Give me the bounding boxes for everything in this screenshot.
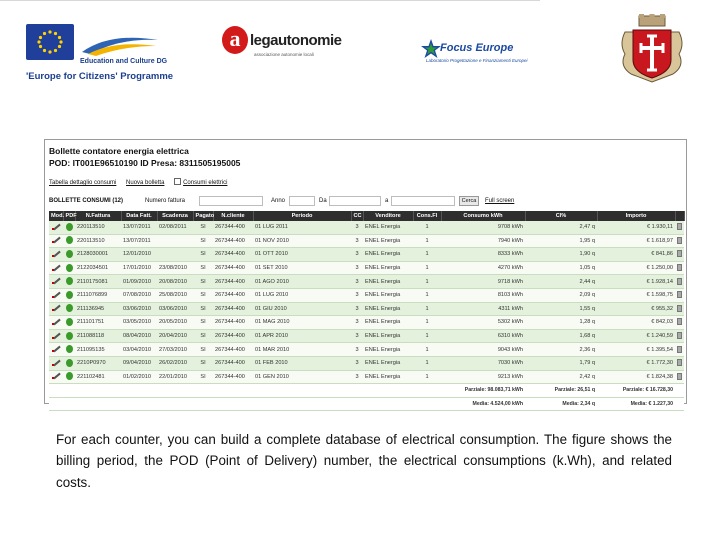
cons-fl-cell: 1 xyxy=(413,356,441,370)
totals-row-sum xyxy=(49,384,684,398)
year-label: Anno xyxy=(271,198,286,204)
pdf-cell[interactable] xyxy=(63,343,75,357)
filter-bar xyxy=(49,196,684,208)
due-date-cell xyxy=(157,248,193,262)
trash-icon[interactable] xyxy=(677,305,682,312)
pdf-cell[interactable] xyxy=(63,288,75,302)
due-date-cell: 20/08/2010 xyxy=(157,275,193,289)
trash-icon[interactable] xyxy=(677,264,682,271)
vendor-cell: ENEL Energia xyxy=(363,261,413,275)
cl-cell: 1,68 q xyxy=(525,329,597,343)
cc-cell: 3 xyxy=(351,248,363,262)
paid-cell: SI xyxy=(193,221,213,234)
kwh-cell: 9213 kWh xyxy=(441,370,525,384)
kwh-cell: 8103 kWh xyxy=(441,288,525,302)
kwh-sum: Parziale: 98.083,71 kWh xyxy=(441,384,525,398)
kwh-cell: 9718 kWh xyxy=(441,275,525,289)
cc-cell: 3 xyxy=(351,302,363,316)
pdf-icon[interactable] xyxy=(66,372,73,380)
invoice-date-cell: 09/04/2010 xyxy=(121,356,157,370)
kwh-cell: 5302 kWh xyxy=(441,316,525,330)
vendor-cell: ENEL Energia xyxy=(363,248,413,262)
trash-icon[interactable] xyxy=(677,332,682,339)
bills-table xyxy=(49,211,685,411)
paid-cell: SI xyxy=(193,248,213,262)
eu-flag-logo xyxy=(26,24,74,60)
period-cell: 01 LUG 2010 xyxy=(253,288,351,302)
pdf-icon[interactable] xyxy=(66,291,73,299)
client-cell: 267344-400 xyxy=(213,288,253,302)
table-row[interactable] xyxy=(49,261,684,275)
edit-pencil-icon[interactable] xyxy=(52,236,61,243)
edit-pencil-icon[interactable] xyxy=(52,250,61,257)
trash-icon[interactable] xyxy=(677,250,682,257)
vendor-cell: ENEL Energia xyxy=(363,234,413,248)
caption-text: For each counter, you can build a complete database of electrical consumption. The figure shows the billing period, the POD (Point of Delivery) number, the electrical consumptions (k.Wh), and related costs. xyxy=(56,432,672,490)
kwh-cell: 4270 kWh xyxy=(441,261,525,275)
page-title: Bollette contatore energia elettrica xyxy=(49,146,189,156)
delete-cell[interactable] xyxy=(675,275,684,289)
cc-cell: 3 xyxy=(351,329,363,343)
edit-pencil-icon[interactable] xyxy=(52,318,61,325)
pdf-icon[interactable] xyxy=(66,318,73,326)
col-cl[interactable]: Cl% xyxy=(525,211,597,221)
kwh-cell: 9708 kWh xyxy=(441,221,525,234)
due-date-cell: 02/08/2011 xyxy=(157,221,193,234)
cons-fl-cell: 1 xyxy=(413,261,441,275)
focus-europe-subtitle: Laboratorio Progettazione e Finanziamenti Europei xyxy=(426,58,528,63)
invoice-cell: 211136945 xyxy=(75,302,121,316)
table-row[interactable] xyxy=(49,275,684,289)
amount-avg: Media: € 1.227,30 xyxy=(597,397,675,411)
period-cell: 01 MAR 2010 xyxy=(253,343,351,357)
invoice-date-cell: 13/07/2011 xyxy=(121,221,157,234)
pdf-icon[interactable] xyxy=(66,332,73,340)
edit-cell[interactable] xyxy=(49,316,63,330)
paid-cell: SI xyxy=(193,343,213,357)
cc-cell: 3 xyxy=(351,316,363,330)
edit-cell[interactable] xyxy=(49,221,63,234)
consumption-link[interactable]: Consumi elettrici xyxy=(183,180,228,186)
vendor-cell: ENEL Energia xyxy=(363,221,413,234)
amount-cell: € 842,03 xyxy=(597,316,675,330)
amount-cell: € 841,86 xyxy=(597,248,675,262)
invoice-date-cell: 12/01/2010 xyxy=(121,248,157,262)
amount-cell: € 1.240,59 xyxy=(597,329,675,343)
totals-row-avg xyxy=(49,397,684,411)
cc-cell: 3 xyxy=(351,261,363,275)
cl-cell: 2,09 q xyxy=(525,288,597,302)
pdf-icon[interactable] xyxy=(66,250,73,258)
paid-cell: SI xyxy=(193,234,213,248)
table-row[interactable] xyxy=(49,221,684,234)
amount-sum: Parziale: € 16.728,30 xyxy=(597,384,675,398)
pdf-cell[interactable] xyxy=(63,370,75,384)
delete-cell[interactable] xyxy=(675,370,684,384)
pdf-cell[interactable] xyxy=(63,316,75,330)
cl-cell: 1,28 q xyxy=(525,316,597,330)
amount-cell: € 1.598,75 xyxy=(597,288,675,302)
fullscreen-link[interactable]: Full screen xyxy=(485,198,515,204)
pdf-cell[interactable] xyxy=(63,234,75,248)
table-header xyxy=(49,211,684,221)
client-cell: 267344-400 xyxy=(213,302,253,316)
cons-fl-cell: 1 xyxy=(413,234,441,248)
delete-cell[interactable] xyxy=(675,356,684,370)
client-cell: 267344-400 xyxy=(213,329,253,343)
period-cell: 01 AGO 2010 xyxy=(253,275,351,289)
cons-fl-cell: 1 xyxy=(413,302,441,316)
cc-cell: 3 xyxy=(351,221,363,234)
invoice-date-cell: 13/07/2011 xyxy=(121,234,157,248)
due-date-cell: 25/08/2010 xyxy=(157,288,193,302)
delete-cell[interactable] xyxy=(675,288,684,302)
period-cell: 01 NOV 2010 xyxy=(253,234,351,248)
edit-pencil-icon[interactable] xyxy=(52,291,61,298)
invoice-date-cell: 03/06/2010 xyxy=(121,302,157,316)
invoice-cell: 211095135 xyxy=(75,343,121,357)
kwh-cell: 6310 kWh xyxy=(441,329,525,343)
invoice-cell: 211101751 xyxy=(75,316,121,330)
checkbox-icon[interactable] xyxy=(174,178,181,185)
new-bill-link[interactable]: Nuova bolletta xyxy=(126,180,165,186)
invoice-cell: 2210P0970 xyxy=(75,356,121,370)
edit-pencil-icon[interactable] xyxy=(52,372,61,379)
invoice-cell: 2128030001 xyxy=(75,248,121,262)
pdf-cell[interactable] xyxy=(63,221,75,234)
amount-cell: € 1.930,11 xyxy=(597,221,675,234)
vendor-cell: ENEL Energia xyxy=(363,275,413,289)
invoice-date-cell: 03/04/2010 xyxy=(121,343,157,357)
client-cell: 267344-400 xyxy=(213,248,253,262)
delete-cell[interactable] xyxy=(675,316,684,330)
client-cell: 267344-400 xyxy=(213,370,253,384)
invoice-cell: 211088118 xyxy=(75,329,121,343)
period-cell: 01 GEN 2010 xyxy=(253,370,351,384)
edit-pencil-icon[interactable] xyxy=(52,264,61,271)
col-pdf[interactable]: PDF xyxy=(63,211,75,221)
detail-table-link[interactable]: Tabella dettaglio consumi xyxy=(49,180,117,186)
pdf-cell[interactable] xyxy=(63,356,75,370)
paid-cell: SI xyxy=(193,329,213,343)
due-date-cell: 22/01/2010 xyxy=(157,370,193,384)
edit-pencil-icon[interactable] xyxy=(52,223,61,230)
kwh-cell: 4311 kWh xyxy=(441,302,525,316)
cl-cell: 2,36 q xyxy=(525,343,597,357)
pdf-icon[interactable] xyxy=(66,345,73,353)
focus-europe-label: Focus Europe xyxy=(440,42,514,54)
cc-cell: 3 xyxy=(351,356,363,370)
amount-cell: € 1.772,30 xyxy=(597,356,675,370)
vendor-cell: ENEL Energia xyxy=(363,356,413,370)
delete-cell[interactable] xyxy=(675,329,684,343)
table-row[interactable] xyxy=(49,343,684,357)
cons-fl-cell: 1 xyxy=(413,370,441,384)
period-cell: 01 OTT 2010 xyxy=(253,248,351,262)
edit-pencil-icon[interactable] xyxy=(52,304,61,311)
due-date-cell: 03/06/2010 xyxy=(157,302,193,316)
cons-fl-cell: 1 xyxy=(413,329,441,343)
table-row[interactable] xyxy=(49,316,684,330)
invoice-date-cell: 08/04/2010 xyxy=(121,329,157,343)
trash-icon[interactable] xyxy=(677,223,682,230)
edit-pencil-icon[interactable] xyxy=(52,277,61,284)
vendor-cell: ENEL Energia xyxy=(363,288,413,302)
trash-icon[interactable] xyxy=(677,373,682,380)
to-date-input[interactable] xyxy=(391,196,455,206)
edit-cell[interactable] xyxy=(49,343,63,357)
amount-cell: € 1.618,97 xyxy=(597,234,675,248)
col-invoice[interactable]: N.Fattura xyxy=(75,211,121,221)
year-input[interactable] xyxy=(289,196,315,206)
pdf-cell[interactable] xyxy=(63,329,75,343)
education-culture-dg-logo xyxy=(80,30,160,58)
paid-cell: SI xyxy=(193,370,213,384)
cl-avg: Media: 2,34 q xyxy=(525,397,597,411)
kwh-cell: 8333 kWh xyxy=(441,248,525,262)
delete-cell[interactable] xyxy=(675,248,684,262)
due-date-cell: 26/02/2010 xyxy=(157,356,193,370)
amount-cell: € 1.824,38 xyxy=(597,370,675,384)
table-row[interactable] xyxy=(49,370,684,384)
delete-cell[interactable] xyxy=(675,302,684,316)
kwh-cell: 9043 kWh xyxy=(441,343,525,357)
delete-cell[interactable] xyxy=(675,261,684,275)
col-delete xyxy=(675,211,684,221)
cc-cell: 3 xyxy=(351,234,363,248)
period-cell: 01 LUG 2011 xyxy=(253,221,351,234)
kwh-cell: 7940 kWh xyxy=(441,234,525,248)
period-cell: 01 MAG 2010 xyxy=(253,316,351,330)
legautonomie-logo-mark: a xyxy=(222,26,248,54)
period-cell: 01 FEB 2010 xyxy=(253,356,351,370)
cc-cell: 3 xyxy=(351,343,363,357)
pdf-icon[interactable] xyxy=(66,277,73,285)
focus-europe-star-icon xyxy=(420,38,442,60)
table-row[interactable] xyxy=(49,234,684,248)
invoice-cell: 221102481 xyxy=(75,370,121,384)
cons-fl-cell: 1 xyxy=(413,275,441,289)
client-cell: 267344-400 xyxy=(213,356,253,370)
period-cell: 01 GIU 2010 xyxy=(253,302,351,316)
client-cell: 267344-400 xyxy=(213,234,253,248)
table-row[interactable] xyxy=(49,288,684,302)
paid-cell: SI xyxy=(193,261,213,275)
invoice-cell: 220113510 xyxy=(75,234,121,248)
table-row[interactable] xyxy=(49,329,684,343)
col-cons-fl[interactable]: Cons.Fl xyxy=(413,211,441,221)
edit-pencil-icon[interactable] xyxy=(52,345,61,352)
paid-cell: SI xyxy=(193,275,213,289)
from-date-input[interactable] xyxy=(329,196,381,206)
client-cell: 267344-400 xyxy=(213,261,253,275)
cl-sum: Parziale: 26,51 q xyxy=(525,384,597,398)
invoice-label: Numero fattura xyxy=(145,198,186,204)
kwh-cell: 7030 kWh xyxy=(441,356,525,370)
pdf-cell[interactable] xyxy=(63,261,75,275)
col-due-date[interactable]: Scadenza xyxy=(157,211,193,221)
amount-cell: € 955,32 xyxy=(597,302,675,316)
cl-cell: 2,44 q xyxy=(525,275,597,289)
paid-cell: SI xyxy=(193,302,213,316)
cl-cell: 1,05 q xyxy=(525,261,597,275)
edit-cell[interactable] xyxy=(49,234,63,248)
invoice-cell: 2110175081 xyxy=(75,275,121,289)
delete-cell[interactable] xyxy=(675,234,684,248)
due-date-cell: 23/08/2010 xyxy=(157,261,193,275)
client-cell: 267344-400 xyxy=(213,221,253,234)
edit-cell[interactable] xyxy=(49,288,63,302)
pdf-cell[interactable] xyxy=(63,302,75,316)
cons-fl-cell: 1 xyxy=(413,316,441,330)
action-links xyxy=(49,178,235,186)
pdf-cell[interactable] xyxy=(63,248,75,262)
vendor-cell: ENEL Energia xyxy=(363,343,413,357)
col-period[interactable]: Periodo xyxy=(253,211,351,221)
invoice-date-cell: 01/02/2010 xyxy=(121,370,157,384)
cl-cell: 1,55 q xyxy=(525,302,597,316)
pdf-icon[interactable] xyxy=(66,304,73,312)
app-screenshot xyxy=(44,139,687,408)
paid-cell: SI xyxy=(193,356,213,370)
cl-cell: 1,79 q xyxy=(525,356,597,370)
legautonomie-subtitle: associazione autonomie locali xyxy=(254,52,314,57)
period-cell: 01 APR 2010 xyxy=(253,329,351,343)
delete-cell[interactable] xyxy=(675,221,684,234)
col-amount[interactable]: Importo xyxy=(597,211,675,221)
invoice-date-cell: 17/01/2010 xyxy=(121,261,157,275)
invoice-cell: 2111076899 xyxy=(75,288,121,302)
paid-cell: SI xyxy=(193,316,213,330)
vendor-cell: ENEL Energia xyxy=(363,370,413,384)
amount-cell: € 1.395,54 xyxy=(597,343,675,357)
pdf-cell[interactable] xyxy=(63,275,75,289)
edit-cell[interactable] xyxy=(49,275,63,289)
cl-cell: 2,42 q xyxy=(525,370,597,384)
amount-cell: € 1.250,00 xyxy=(597,261,675,275)
table-row[interactable] xyxy=(49,248,684,262)
trash-icon[interactable] xyxy=(677,237,682,244)
vendor-cell: ENEL Energia xyxy=(363,316,413,330)
city-crest-logo xyxy=(617,14,687,84)
invoice-input[interactable] xyxy=(199,196,263,206)
due-date-cell xyxy=(157,234,193,248)
trash-icon[interactable] xyxy=(677,359,682,366)
dg-label: Education and Culture DG xyxy=(80,58,168,65)
cons-fl-cell: 1 xyxy=(413,288,441,302)
pod-line: POD: IT001E96510190 ID Presa: 8311505195005 xyxy=(49,158,241,168)
delete-cell[interactable] xyxy=(675,343,684,357)
cons-fl-cell: 1 xyxy=(413,343,441,357)
amount-cell: € 1.928,14 xyxy=(597,275,675,289)
paid-cell: SI xyxy=(193,288,213,302)
client-cell: 267344-400 xyxy=(213,275,253,289)
due-date-cell: 20/05/2010 xyxy=(157,316,193,330)
vendor-cell: ENEL Energia xyxy=(363,302,413,316)
table-row[interactable] xyxy=(49,356,684,370)
vendor-cell: ENEL Energia xyxy=(363,329,413,343)
pdf-icon[interactable] xyxy=(66,223,73,231)
cc-cell: 3 xyxy=(351,275,363,289)
invoice-date-cell: 03/05/2010 xyxy=(121,316,157,330)
top-divider xyxy=(0,0,540,1)
invoice-cell: 220113510 xyxy=(75,221,121,234)
cc-cell: 3 xyxy=(351,370,363,384)
trash-icon[interactable] xyxy=(677,318,682,325)
kwh-avg: Media: 4.524,00 kWh xyxy=(441,397,525,411)
trash-icon[interactable] xyxy=(677,291,682,298)
col-client[interactable]: N.cliente xyxy=(213,211,253,221)
invoice-cell: 2122034501 xyxy=(75,261,121,275)
from-label: Da xyxy=(319,198,327,204)
edit-cell[interactable] xyxy=(49,302,63,316)
pdf-icon[interactable] xyxy=(66,264,73,272)
cons-fl-cell: 1 xyxy=(413,221,441,234)
trash-icon[interactable] xyxy=(677,278,682,285)
edit-pencil-icon[interactable] xyxy=(52,359,61,366)
client-cell: 267344-400 xyxy=(213,343,253,357)
cl-cell: 1,95 q xyxy=(525,234,597,248)
edit-cell[interactable] xyxy=(49,329,63,343)
pdf-icon[interactable] xyxy=(66,359,73,367)
due-date-cell: 27/03/2010 xyxy=(157,343,193,357)
trash-icon[interactable] xyxy=(677,346,682,353)
invoice-date-cell: 01/09/2010 xyxy=(121,275,157,289)
cl-cell: 2,47 q xyxy=(525,221,597,234)
due-date-cell: 20/04/2010 xyxy=(157,329,193,343)
invoice-date-cell: 07/08/2010 xyxy=(121,288,157,302)
client-cell: 267344-400 xyxy=(213,316,253,330)
col-invoice-date[interactable]: Data Fatt. xyxy=(121,211,157,221)
edit-cell[interactable] xyxy=(49,261,63,275)
period-cell: 01 SET 2010 xyxy=(253,261,351,275)
edit-cell[interactable] xyxy=(49,248,63,262)
col-mod[interactable]: Mod. xyxy=(51,213,65,219)
to-label: a xyxy=(385,198,389,204)
section-label: BOLLETTE CONSUMI (12) xyxy=(49,198,124,204)
search-button[interactable]: Cerca xyxy=(459,196,479,206)
edit-cell[interactable] xyxy=(49,370,63,384)
edit-cell[interactable] xyxy=(49,356,63,370)
col-kwh[interactable]: Consumo kWh xyxy=(441,211,525,221)
cc-cell: 3 xyxy=(351,288,363,302)
edit-pencil-icon[interactable] xyxy=(52,332,61,339)
pdf-icon[interactable] xyxy=(66,236,73,244)
cons-fl-cell: 1 xyxy=(413,248,441,262)
cl-cell: 1,90 q xyxy=(525,248,597,262)
programme-label: 'Europe for Citizens' Programme xyxy=(26,71,174,82)
table-row[interactable] xyxy=(49,302,684,316)
col-cc[interactable]: CC xyxy=(351,211,363,221)
legautonomie-label: legautonomie xyxy=(250,32,342,49)
col-paid[interactable]: Pagato xyxy=(193,211,213,221)
col-vendor[interactable]: Venditore xyxy=(363,211,413,221)
